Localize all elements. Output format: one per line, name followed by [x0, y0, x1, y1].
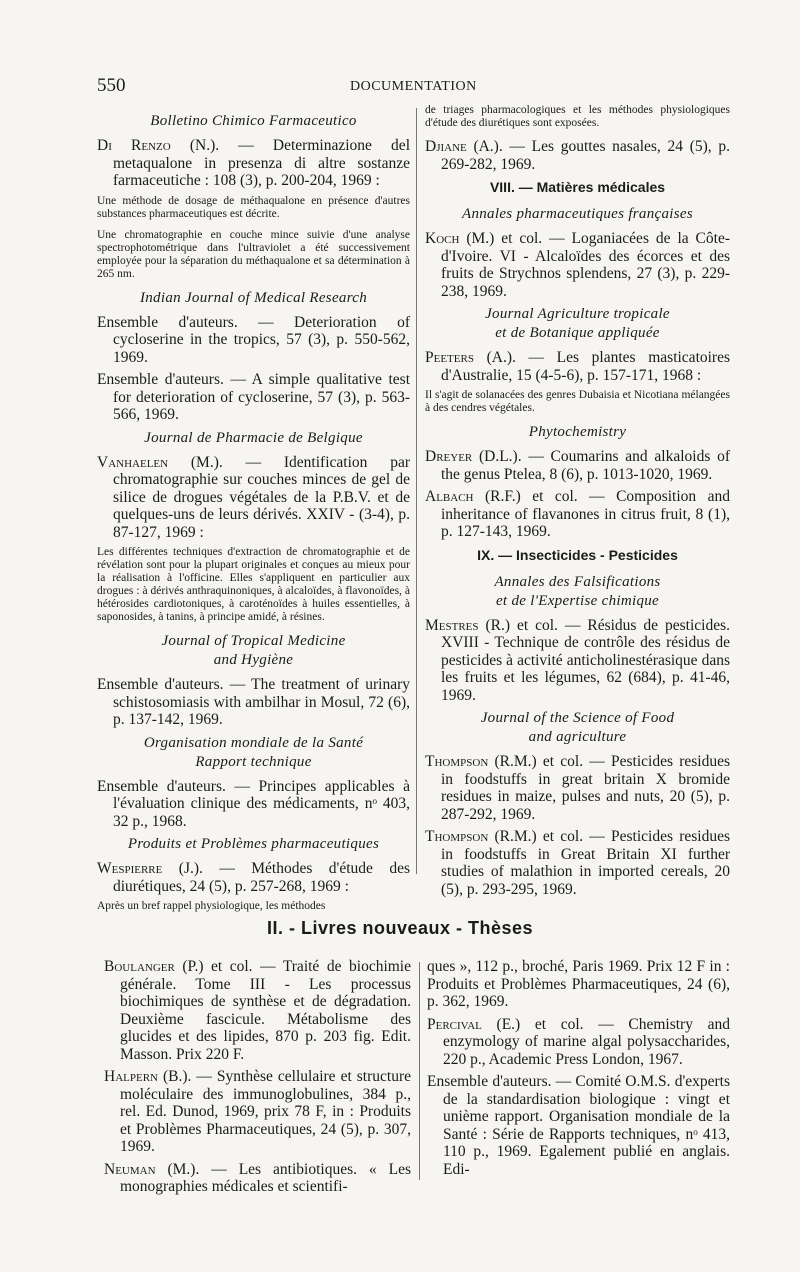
bibliography-entry: [425, 488, 730, 541]
bibliography-entry: [425, 828, 730, 898]
bibliography-entry: [104, 958, 411, 1063]
entry-abstract: Après un bref rappel physiologique, les méthodes: [97, 900, 326, 912]
bibliography-entry: [97, 676, 410, 729]
entry-author: Albach: [425, 488, 474, 505]
entry-text: (E.) et col. — Chemistry and enzymology of marine algal polysaccharides, 220 p., Academic Press London, 1967.: [443, 1015, 730, 1068]
right-column: [425, 104, 730, 903]
entry-author: Halpern: [104, 1068, 158, 1085]
journal-heading: [97, 429, 410, 448]
entry-abstract: Une chromatographie en couche mince suivie d'une analyse spectrophotométrique dans l'ultraviolet a été successivement employée pour la séparation du méthaqualone et sa détermination à 265 nm.: [97, 228, 410, 280]
page-number: 550: [97, 75, 126, 96]
entry-author: Vanhaelen: [97, 453, 169, 471]
entry-text: Ensemble d'auteurs. — Principes applicables à l'évaluation clinique des médicaments, nᵒ 403, 32 p., 1968.: [97, 777, 410, 830]
journal-heading-line: Journal of Tropical Medicine: [161, 633, 346, 649]
journal-heading: [425, 423, 730, 442]
journal-heading: [97, 632, 410, 670]
entry-author: Peeters: [425, 349, 474, 366]
entry-text: (M.). — Identification par chromatographie sur couches minces de gel de silice de drogues végétales de la P.B.V. et de quelques-uns de leurs dérivés. XXIV - (3-4), p. 87-127, 1969 :: [113, 453, 410, 541]
entry-text: (M.). — Les antibiotiques. « Les monographies médicales et scientifi-: [120, 1160, 411, 1195]
entry-text: (P.) et col. — Traité de biochimie générale. Tome III - Les processus biochimiques de synthèse et de dégradation. Deuxième fascicule. Métabolisme des glucides et des lipides, 870 p. 203 fig. Edit. Masson. Prix 220 F.: [120, 958, 411, 1063]
entry-author: Djiane: [425, 138, 467, 155]
bibliography-entry: [427, 1073, 730, 1178]
bibliography-entry: [97, 314, 410, 367]
entry-abstract: Les différentes techniques d'extraction de chromatographie et de révélation sont pour la plupart originales et conçues au mieux pour la réalisation à l'officine. Elles s'appliquent en particulier aux drogues : à dérivés anthraquinoniques, à alcaloïdes, à flavonoïdes, à hétérosides cardiotoniques, à caroténoïdes à huiles essentielles, à saponosides, à tanins, à principe amidé, à résines.: [97, 546, 410, 623]
journal-heading-line: Annales pharmaceutiques françaises: [461, 206, 693, 222]
journal-heading-line: Organisation mondiale de la Santé: [143, 734, 364, 751]
entry-author: Boulanger: [104, 958, 175, 975]
journal-heading-line: Annales des Falsifications: [494, 573, 661, 590]
entry-author: Thompson: [425, 753, 489, 770]
entry-author: Mestres: [425, 616, 479, 634]
entry-author: Neuman: [104, 1160, 156, 1178]
entry-author: Wespierre: [97, 860, 163, 877]
journal-heading: [97, 112, 410, 131]
entry-text: Ensemble d'auteurs. — Deterioration of cycloserine in the tropics, 57 (3), p. 550-562, 1969.: [97, 313, 410, 366]
journal-heading-line: Indian Journal of Medical Research: [139, 289, 368, 306]
journal-heading-line: Bolletino Chimico Farmaceutico: [150, 113, 357, 129]
entry-text: Ensemble d'auteurs. — A simple qualitative test for deterioration of cycloserine, 57 (3), p. 563-566, 1969.: [97, 371, 410, 423]
left-column: [97, 112, 410, 921]
bibliography-entry: [425, 448, 730, 483]
journal-heading-line: Journal de Pharmacie de Belgique: [144, 429, 363, 446]
entry-text: (R.F.) et col. — Composition and inheritance of flavanones in citrus fruit, 8 (1), p. 127-143, 1969.: [441, 488, 730, 540]
bibliography-entry: [97, 371, 410, 424]
journal-heading-line: Journal Agriculture tropicale: [485, 306, 670, 322]
entry-author: Dreyer: [425, 448, 473, 465]
entry-author: Koch: [425, 230, 460, 247]
bibliography-entry: [97, 778, 410, 831]
journal-heading-line: and agriculture: [528, 729, 627, 745]
bibliography-entry: [104, 1161, 411, 1196]
running-head: DOCUMENTATION: [350, 79, 477, 94]
bibliography-entry: [425, 349, 730, 384]
entry-text: (R.M.) et col. — Pesticides residues in foodstuffs in great britain X bromide residues in maize, pulses and nuts, 20 (5), p. 287-292, 1969.: [441, 753, 730, 823]
entry-abstract: de triages pharmacologiques et les méthodes physiologiques d'étude des diurétiques sont exposées.: [425, 104, 730, 129]
entry-text: (R.M.) et col. — Pesticides residues in foodstuffs in Great Britain XI further studies of malathion in imported cereals, 20 (5), p. 293-295, 1969.: [441, 828, 730, 898]
journal-heading-line: Phytochemistry: [528, 424, 627, 440]
bibliography-entry: [104, 1068, 411, 1156]
journal-heading: [97, 734, 410, 772]
journal-heading: [425, 305, 730, 343]
entry-author: Percival: [427, 1015, 482, 1033]
journal-heading-line: and Hygiène: [213, 652, 294, 668]
entry-text: (A.). — Les gouttes nasales, 24 (5), p. 269-282, 1969.: [441, 138, 730, 173]
subject-heading: VIII. — Matières médicales: [489, 179, 666, 195]
entry-abstract: Une méthode de dosage de méthaqualone en présence d'autres substances pharmaceutiques est décrite.: [97, 194, 410, 220]
journal-heading: [97, 835, 410, 854]
bibliography-entry: [425, 230, 730, 300]
entry-text: (B.). — Synthèse cellulaire et structure moléculaire des immunoglobulines, 384 p., rel. Ed. Dunod, 1969, prix 78 F, in : Produits et Problèmes Pharmaceutiques, 24 (5), p. 307, 1969.: [120, 1068, 411, 1155]
entry-text: Ensemble d'auteurs. — The treatment of urinary schistosomiasis with ambilhar in Mosul, 72 (6), p. 137-142, 1969.: [97, 676, 410, 728]
entry-text: (A.). — Les plantes masticatoires d'Australie, 15 (4-5-6), p. 157-171, 1968 :: [441, 349, 730, 384]
journal-heading-line: Produits et Problèmes pharmaceutiques: [127, 836, 380, 852]
bibliography-entry: [97, 860, 410, 895]
entry-abstract: Il s'agit de solanacées des genres Dubaisia et Nicotiana mélangées à des cendres végétales.: [425, 389, 730, 414]
column-divider: [416, 108, 417, 874]
entry-text: Ensemble d'auteurs. — Comité O.M.S. d'experts de la standardisation biologique : vingt et unième rapport. Organisation mondiale de la Santé : Série de Rapports techniques, nᵒ 413, 110 p., 1969. Egalement publié en anglais. Edi-: [427, 1073, 730, 1178]
bibliography-entry: [427, 1016, 730, 1069]
bibliography-entry: [97, 454, 410, 542]
journal-heading: [425, 205, 730, 224]
journal-heading: [425, 573, 730, 611]
journal-heading: [425, 709, 730, 747]
bibliography-entry: [425, 617, 730, 705]
journal-heading-line: Rapport technique: [195, 753, 312, 770]
journal-heading-line: Journal of the Science of Food: [480, 710, 675, 726]
entry-text: (M.) et col. — Loganiacées de la Côte-d'Ivoire. VI - Alcaloïdes des écorces et des fruits de Strychnos splendens, 27 (3), p. 229-238, 1969.: [441, 230, 730, 300]
journal-heading-line: et de l'Expertise chimique: [495, 592, 660, 609]
section-title: II. - Livres nouveaux - Thèses: [266, 918, 534, 938]
journal-heading: [97, 289, 410, 308]
entry-text: (N.). — Determinazione del metaqualone in presenza di altre sostanze farmaceutiche : 108 (3), p. 200-204, 1969 :: [113, 137, 410, 189]
subject-heading: IX. — Insecticides - Pesticides: [477, 546, 678, 563]
bottom-right-column: [427, 958, 730, 1183]
bottom-left-column: [104, 958, 411, 1201]
bibliography-entry: [97, 137, 410, 190]
entry-author: Thompson: [425, 828, 489, 845]
bibliography-entry: [425, 138, 730, 173]
journal-heading-line: et de Botanique appliquée: [495, 325, 660, 341]
bibliography-entry: [425, 753, 730, 823]
entry-continuation: ques », 112 p., broché, Paris 1969. Prix 12 F in : Produits et Problèmes Pharmaceutiques, 24 (6), p. 362, 1969.: [427, 958, 730, 1010]
entry-text: (J.). — Méthodes d'étude des diurétiques, 24 (5), p. 257-268, 1969 :: [113, 860, 410, 895]
entry-text: (R.) et col. — Résidus de pesticides. XVIII - Technique de contrôle des résidus de pesticides à activité anticholinestérasique dans les fruits et les légumes, 62 (684), p. 41-46, 1969.: [441, 616, 730, 704]
entry-author: Di Renzo: [97, 137, 171, 154]
entry-text: (D.L.). — Coumarins and alkaloids of the genus Ptelea, 8 (6), p. 1013-1020, 1969.: [441, 448, 730, 483]
column-divider-bottom: [419, 962, 420, 1180]
